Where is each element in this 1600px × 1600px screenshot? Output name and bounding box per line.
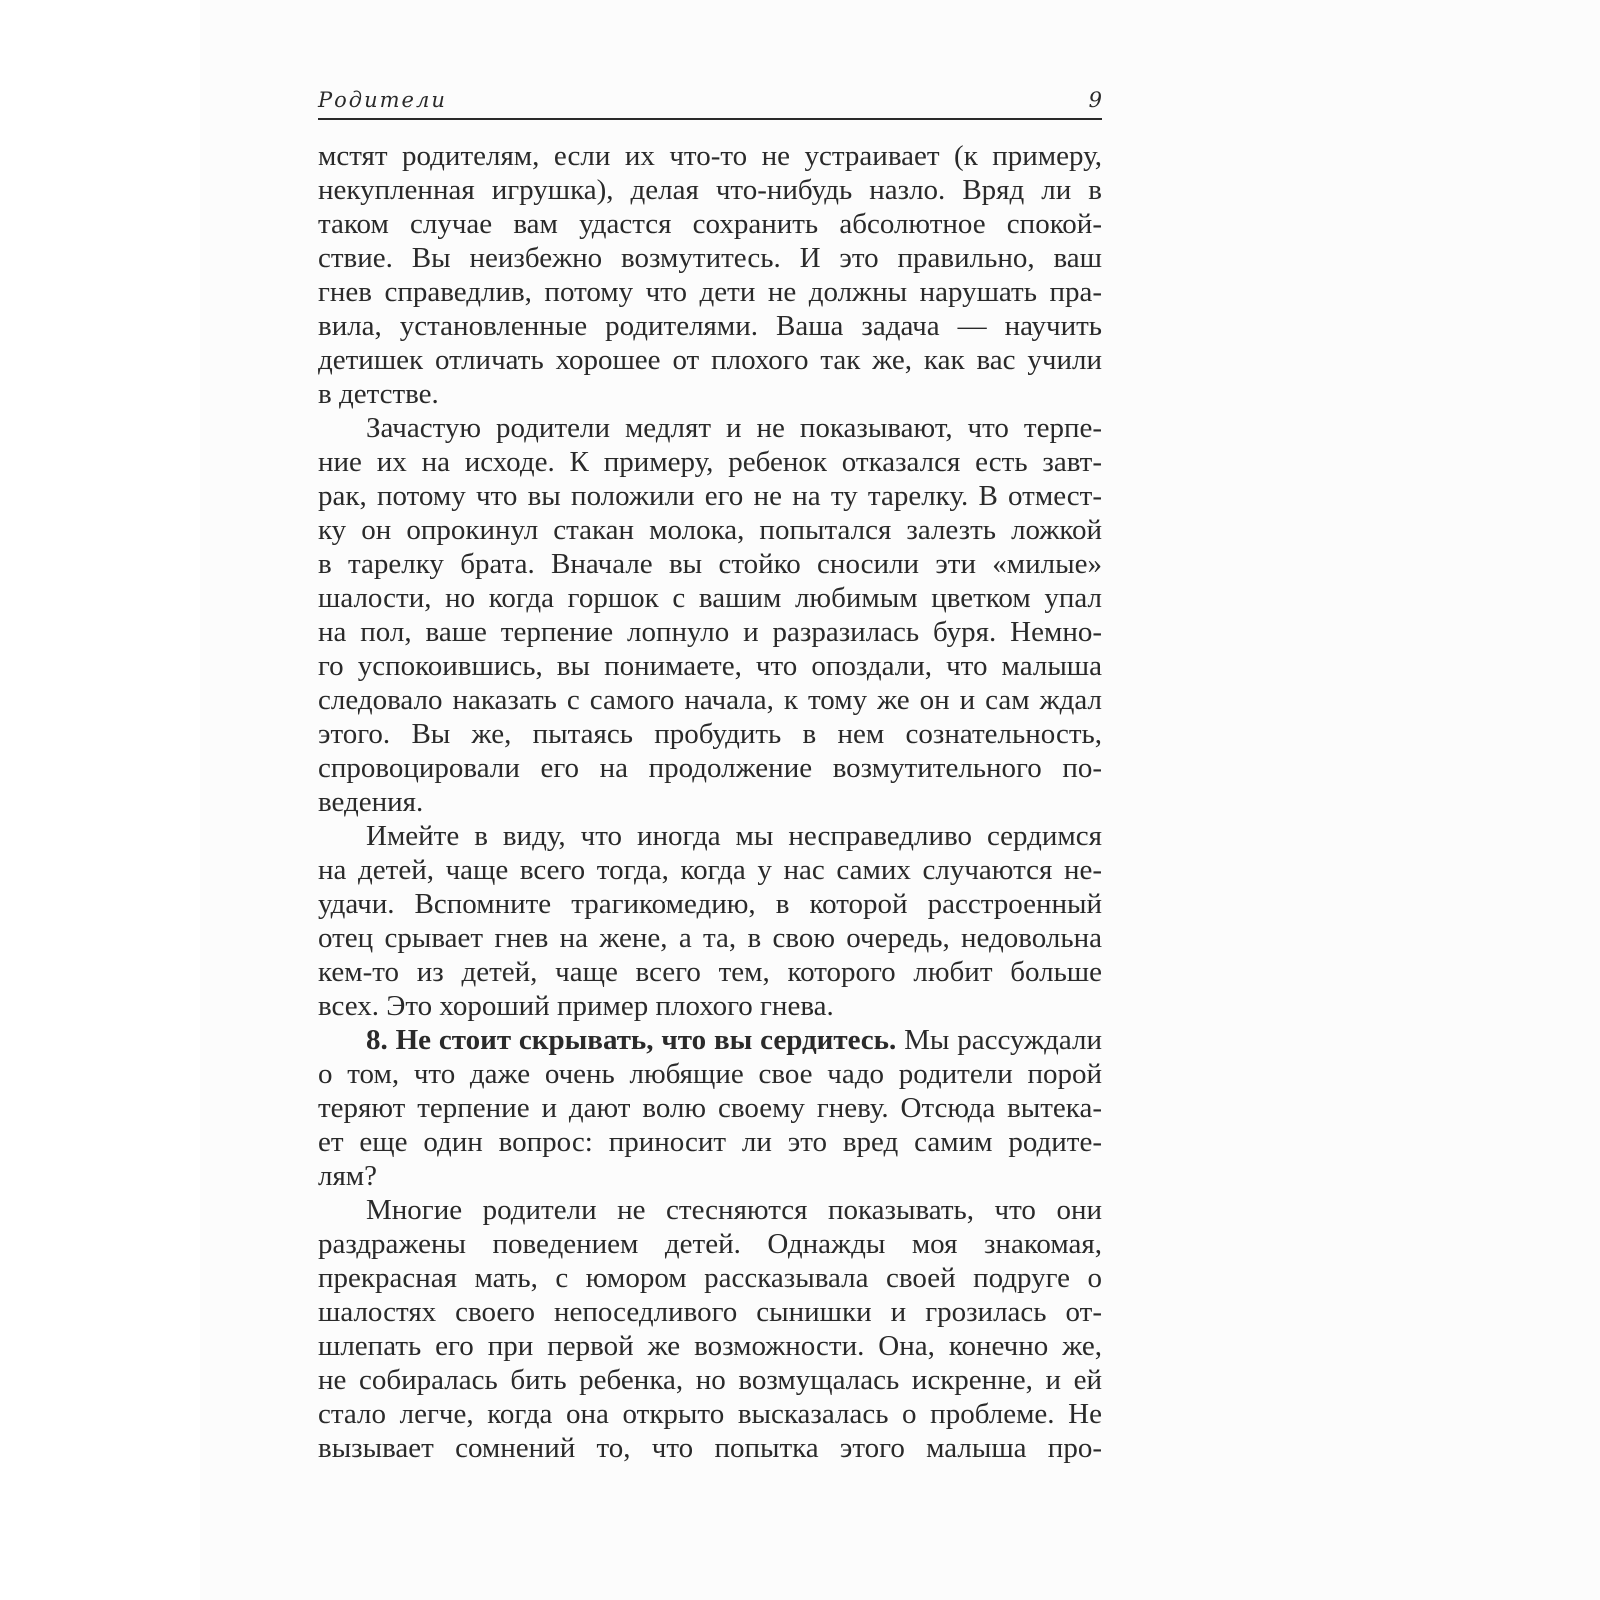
- text-line: некупленная игрушка), делая что-нибудь назло. Вряд ли в: [318, 174, 1102, 206]
- text-line: таком случае вам удастся сохранить абсолютное спокой-: [318, 208, 1102, 240]
- text-line: детишек отличать хорошее от плохого так же, как вас учили: [318, 344, 1102, 376]
- text-line: гнев справедлив, потому что дети не должны нарушать пра-: [318, 276, 1102, 308]
- text-line: Многие родители не стесняются показывать, что они: [366, 1194, 1102, 1226]
- text-line: этого. Вы же, пытаясь пробудить в нем сознательность,: [318, 718, 1102, 750]
- text-line: всех. Это хороший пример плохого гнева.: [318, 990, 834, 1022]
- text-line: ствие. Вы неизбежно возмутитесь. И это правильно, ваш: [318, 242, 1102, 274]
- text-line: рак, потому что вы положили его не на ту тарелку. В отмест-: [318, 480, 1102, 512]
- text-line: вызывает сомнений то, что попытка этого малыша про-: [318, 1432, 1102, 1464]
- section-heading: 8. Не стоит скрывать, что вы сердитесь.: [366, 1024, 897, 1056]
- text-line: стало легче, когда она открыто высказалась о проблеме. Не: [318, 1398, 1102, 1430]
- running-header-title: Родители: [318, 88, 447, 112]
- text-line: кем-то из детей, чаще всего тем, которого любит больше: [318, 956, 1102, 988]
- text-line: ку он опрокинул стакан молока, попытался залезть ложкой: [318, 514, 1102, 546]
- text-line: мстят родителям, если их что-то не устраивает (к примеру,: [318, 140, 1102, 172]
- text-line: лям?: [318, 1160, 378, 1192]
- text-line: шалостях своего непоседливого сынишки и грозилась от-: [318, 1296, 1102, 1328]
- text-line: не собиралась бить ребенка, но возмущалась искренне, и ей: [318, 1364, 1102, 1396]
- text-line: шлепать его при первой же возможности. Она, конечно же,: [318, 1330, 1102, 1362]
- page-number: 9: [1088, 88, 1102, 112]
- text-line: ведения.: [318, 786, 424, 818]
- text-line: шалости, но когда горшок с вашим любимым цветком упал: [318, 582, 1102, 614]
- text-line: Имейте в виду, что иногда мы несправедливо сердимся: [366, 820, 1102, 852]
- text-line: теряют терпение и дают волю своему гневу. Отсюда вытека-: [318, 1092, 1102, 1124]
- text-line: го успокоившись, вы понимаете, что опоздали, что малыша: [318, 650, 1102, 682]
- text-line: в тарелку брата. Вначале вы стойко сносили эти «милые»: [318, 548, 1102, 580]
- text-line: на пол, ваше терпение лопнуло и разразилась буря. Немно-: [318, 616, 1102, 648]
- text-line: на детей, чаще всего тогда, когда у нас самих случаются не-: [318, 854, 1102, 886]
- text-line: отец срывает гнев на жене, а та, в свою очередь, недовольна: [318, 922, 1102, 954]
- text-line: [318, 1023, 1102, 1057]
- running-header: [318, 88, 1102, 120]
- text-line: Зачастую родители медлят и не показывают, что терпе-: [366, 412, 1102, 444]
- text-line: о том, что даже очень любящие свое чадо родители порой: [318, 1058, 1102, 1090]
- text-line: вила, установленные родителями. Ваша задача — научить: [318, 310, 1102, 342]
- text-line: следовало наказать с самого начала, к тому же он и сам ждал: [318, 684, 1102, 716]
- text-line: в детстве.: [318, 378, 439, 410]
- text-line: прекрасная мать, с юмором рассказывала своей подруге о: [318, 1262, 1102, 1294]
- text-line: спровоцировали его на продолжение возмутительного по-: [318, 752, 1102, 784]
- text-line: удачи. Вспомните трагикомедию, в которой расстроенный: [318, 888, 1102, 920]
- text-line: ет еще один вопрос: приносит ли это вред самим родите-: [318, 1126, 1102, 1158]
- body-text: [318, 139, 1102, 1465]
- text-line-content: Мы рассуждали: [896, 1024, 1103, 1056]
- text-line: ние их на исходе. К примеру, ребенок отказался есть завт-: [318, 446, 1102, 478]
- text-line: раздражены поведением детей. Однажды моя знакомая,: [318, 1228, 1102, 1260]
